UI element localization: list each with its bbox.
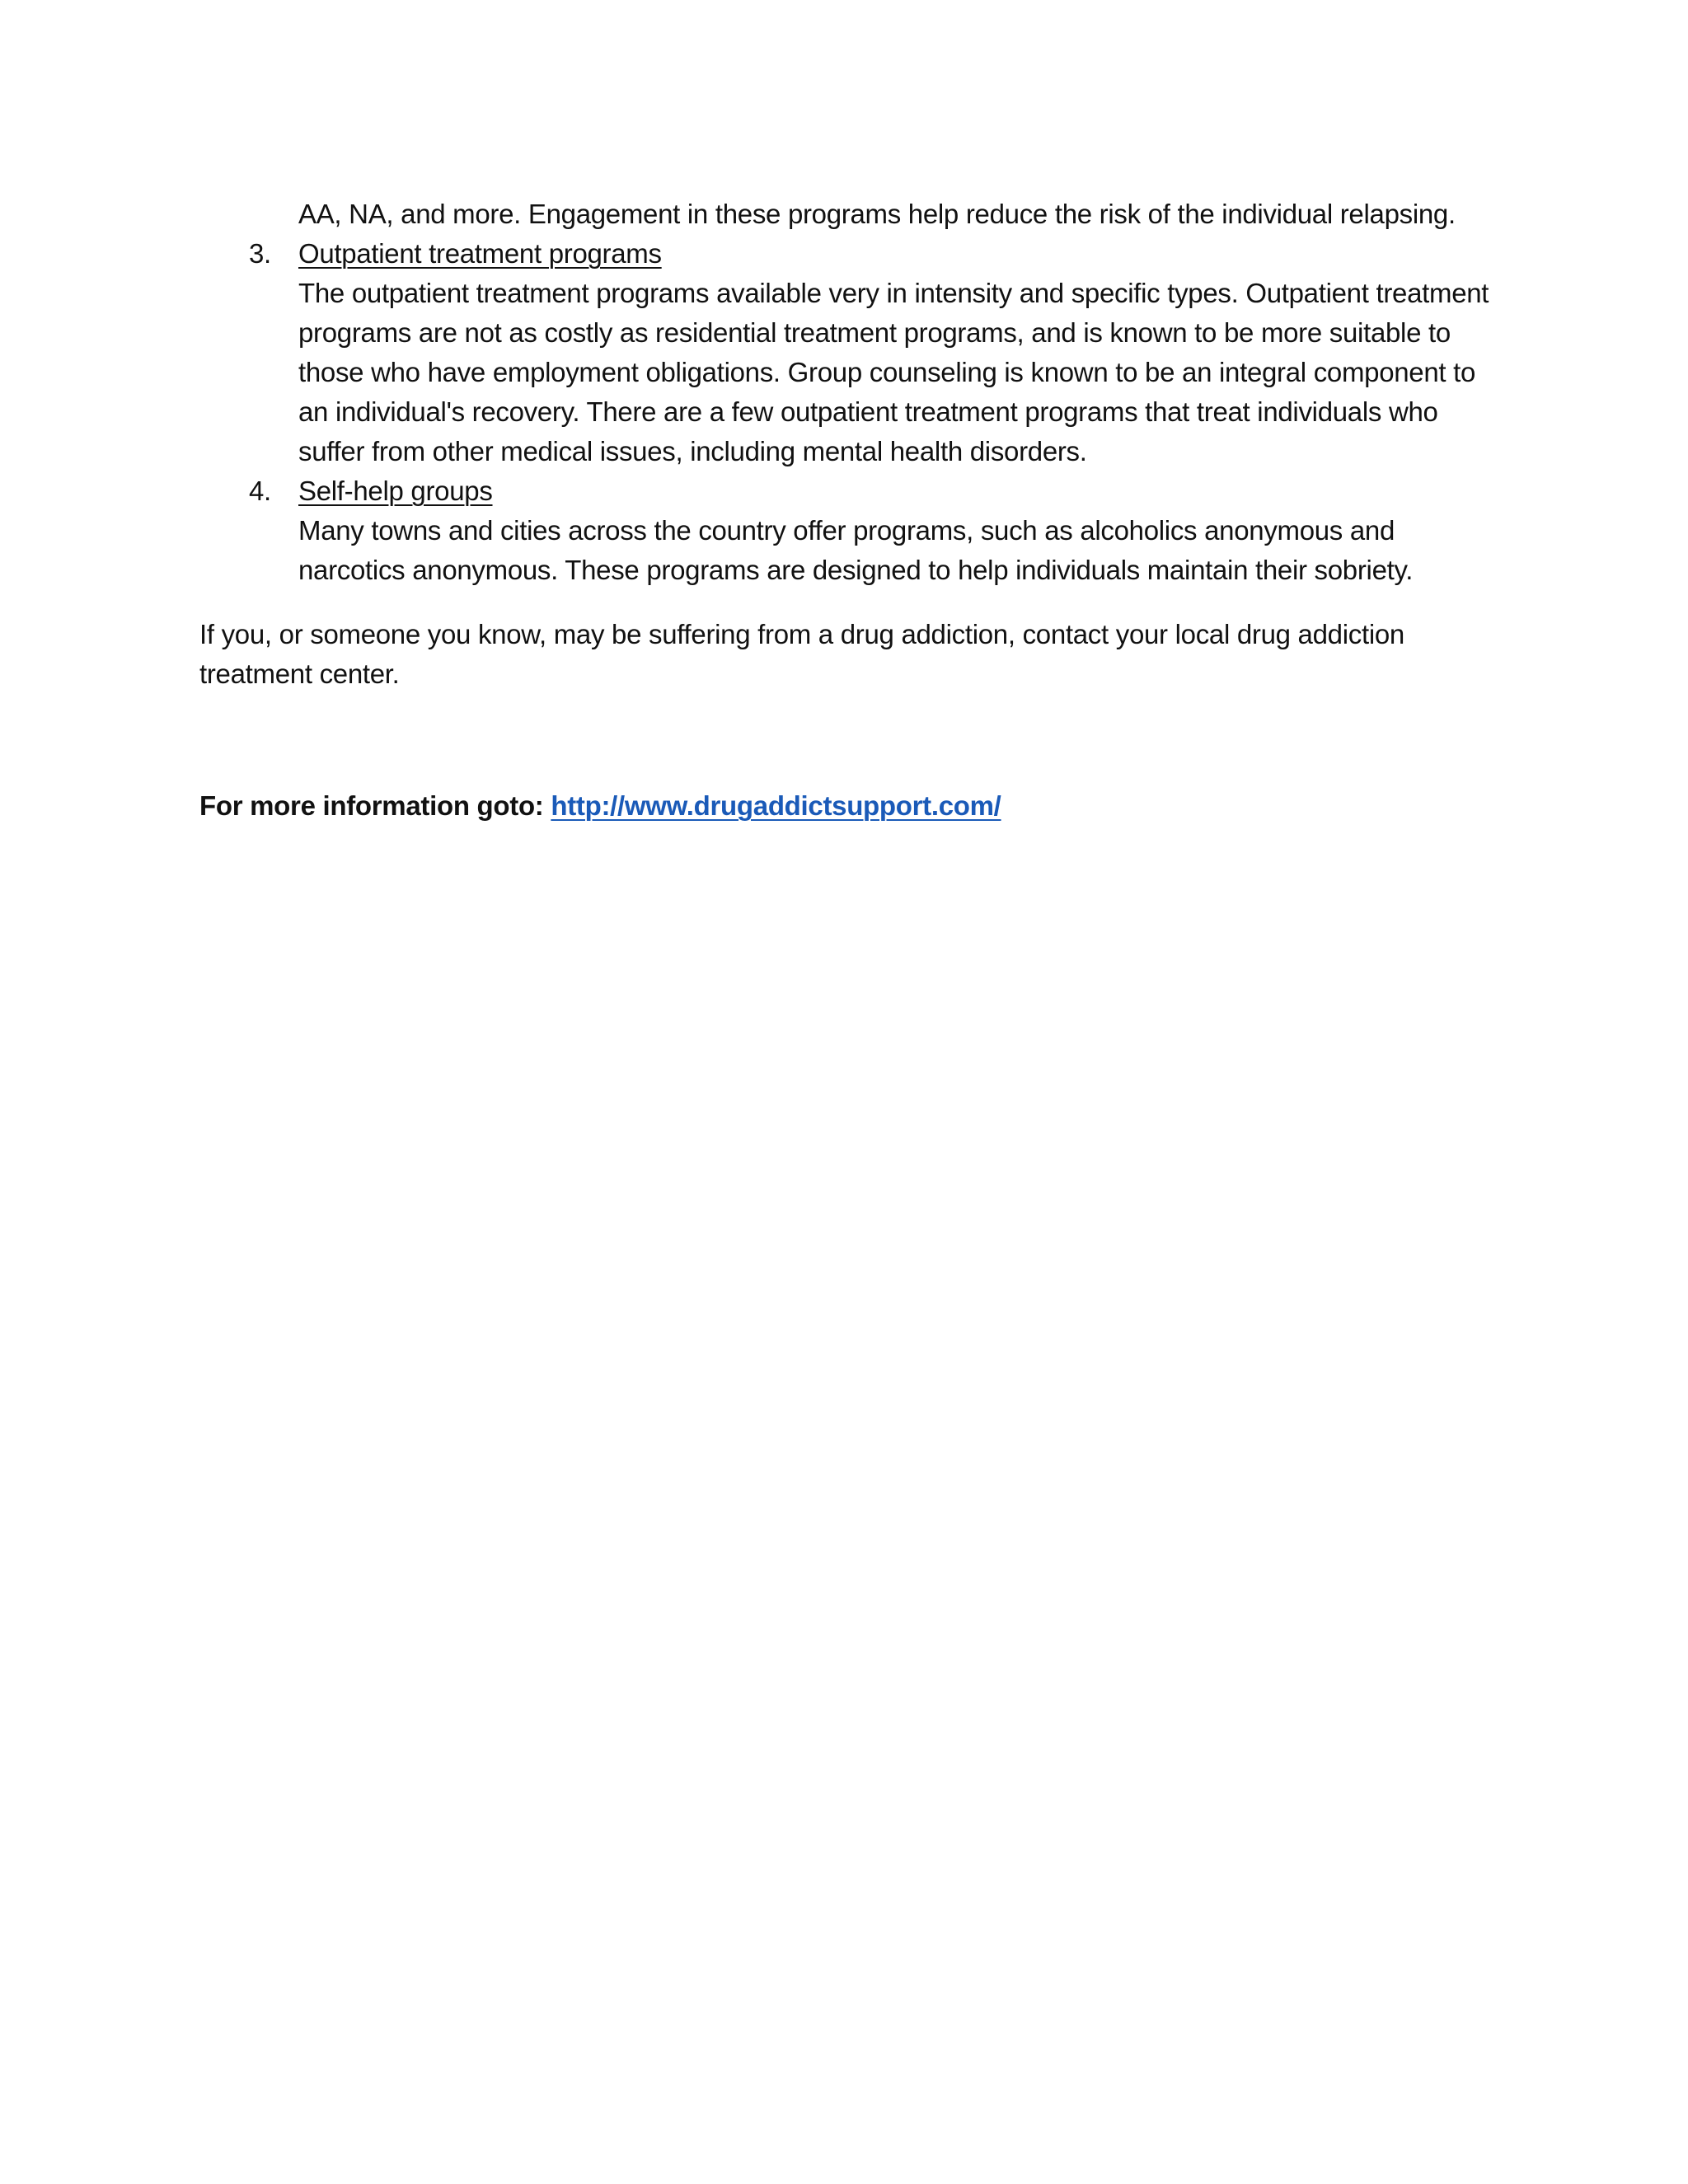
list-item-number: 3. xyxy=(249,238,271,269)
support-website-link[interactable]: http://www.drugaddictsupport.com/ xyxy=(551,790,1001,821)
list-item-title: Self-help groups xyxy=(298,476,493,506)
treatment-program-list xyxy=(199,234,1502,590)
more-info-label: For more information goto: xyxy=(199,790,551,821)
list-item-body: The outpatient treatment programs available very in intensity and specific types. Outpatient treatment programs are not as costly as residential treatment programs, and is known to be more suitable to those who have employment obligations. Group counseling is known to be an integral component to an individual's recovery. There are a few outpatient treatment programs that treat individuals who suffer from other medical issues, including mental health disorders. xyxy=(298,278,1489,466)
list-item-body: Many towns and cities across the country offer programs, such as alcoholics anonymous and narcotics anonymous. These programs are designed to help individuals maintain their sobriety. xyxy=(298,515,1414,585)
list-continuation-text: AA, NA, and more. Engagement in these programs help reduce the risk of the individual relapsing. xyxy=(298,199,1456,229)
contact-paragraph: If you, or someone you know, may be suffering from a drug addiction, contact your local drug addiction treatment center. xyxy=(199,619,1404,689)
more-info-line xyxy=(199,786,1502,826)
list-item-outpatient xyxy=(199,234,1502,471)
document-content xyxy=(199,194,1502,826)
list-item-title: Outpatient treatment programs xyxy=(298,238,662,269)
list-item-self-help xyxy=(199,471,1502,590)
list-item-number: 4. xyxy=(249,476,271,506)
